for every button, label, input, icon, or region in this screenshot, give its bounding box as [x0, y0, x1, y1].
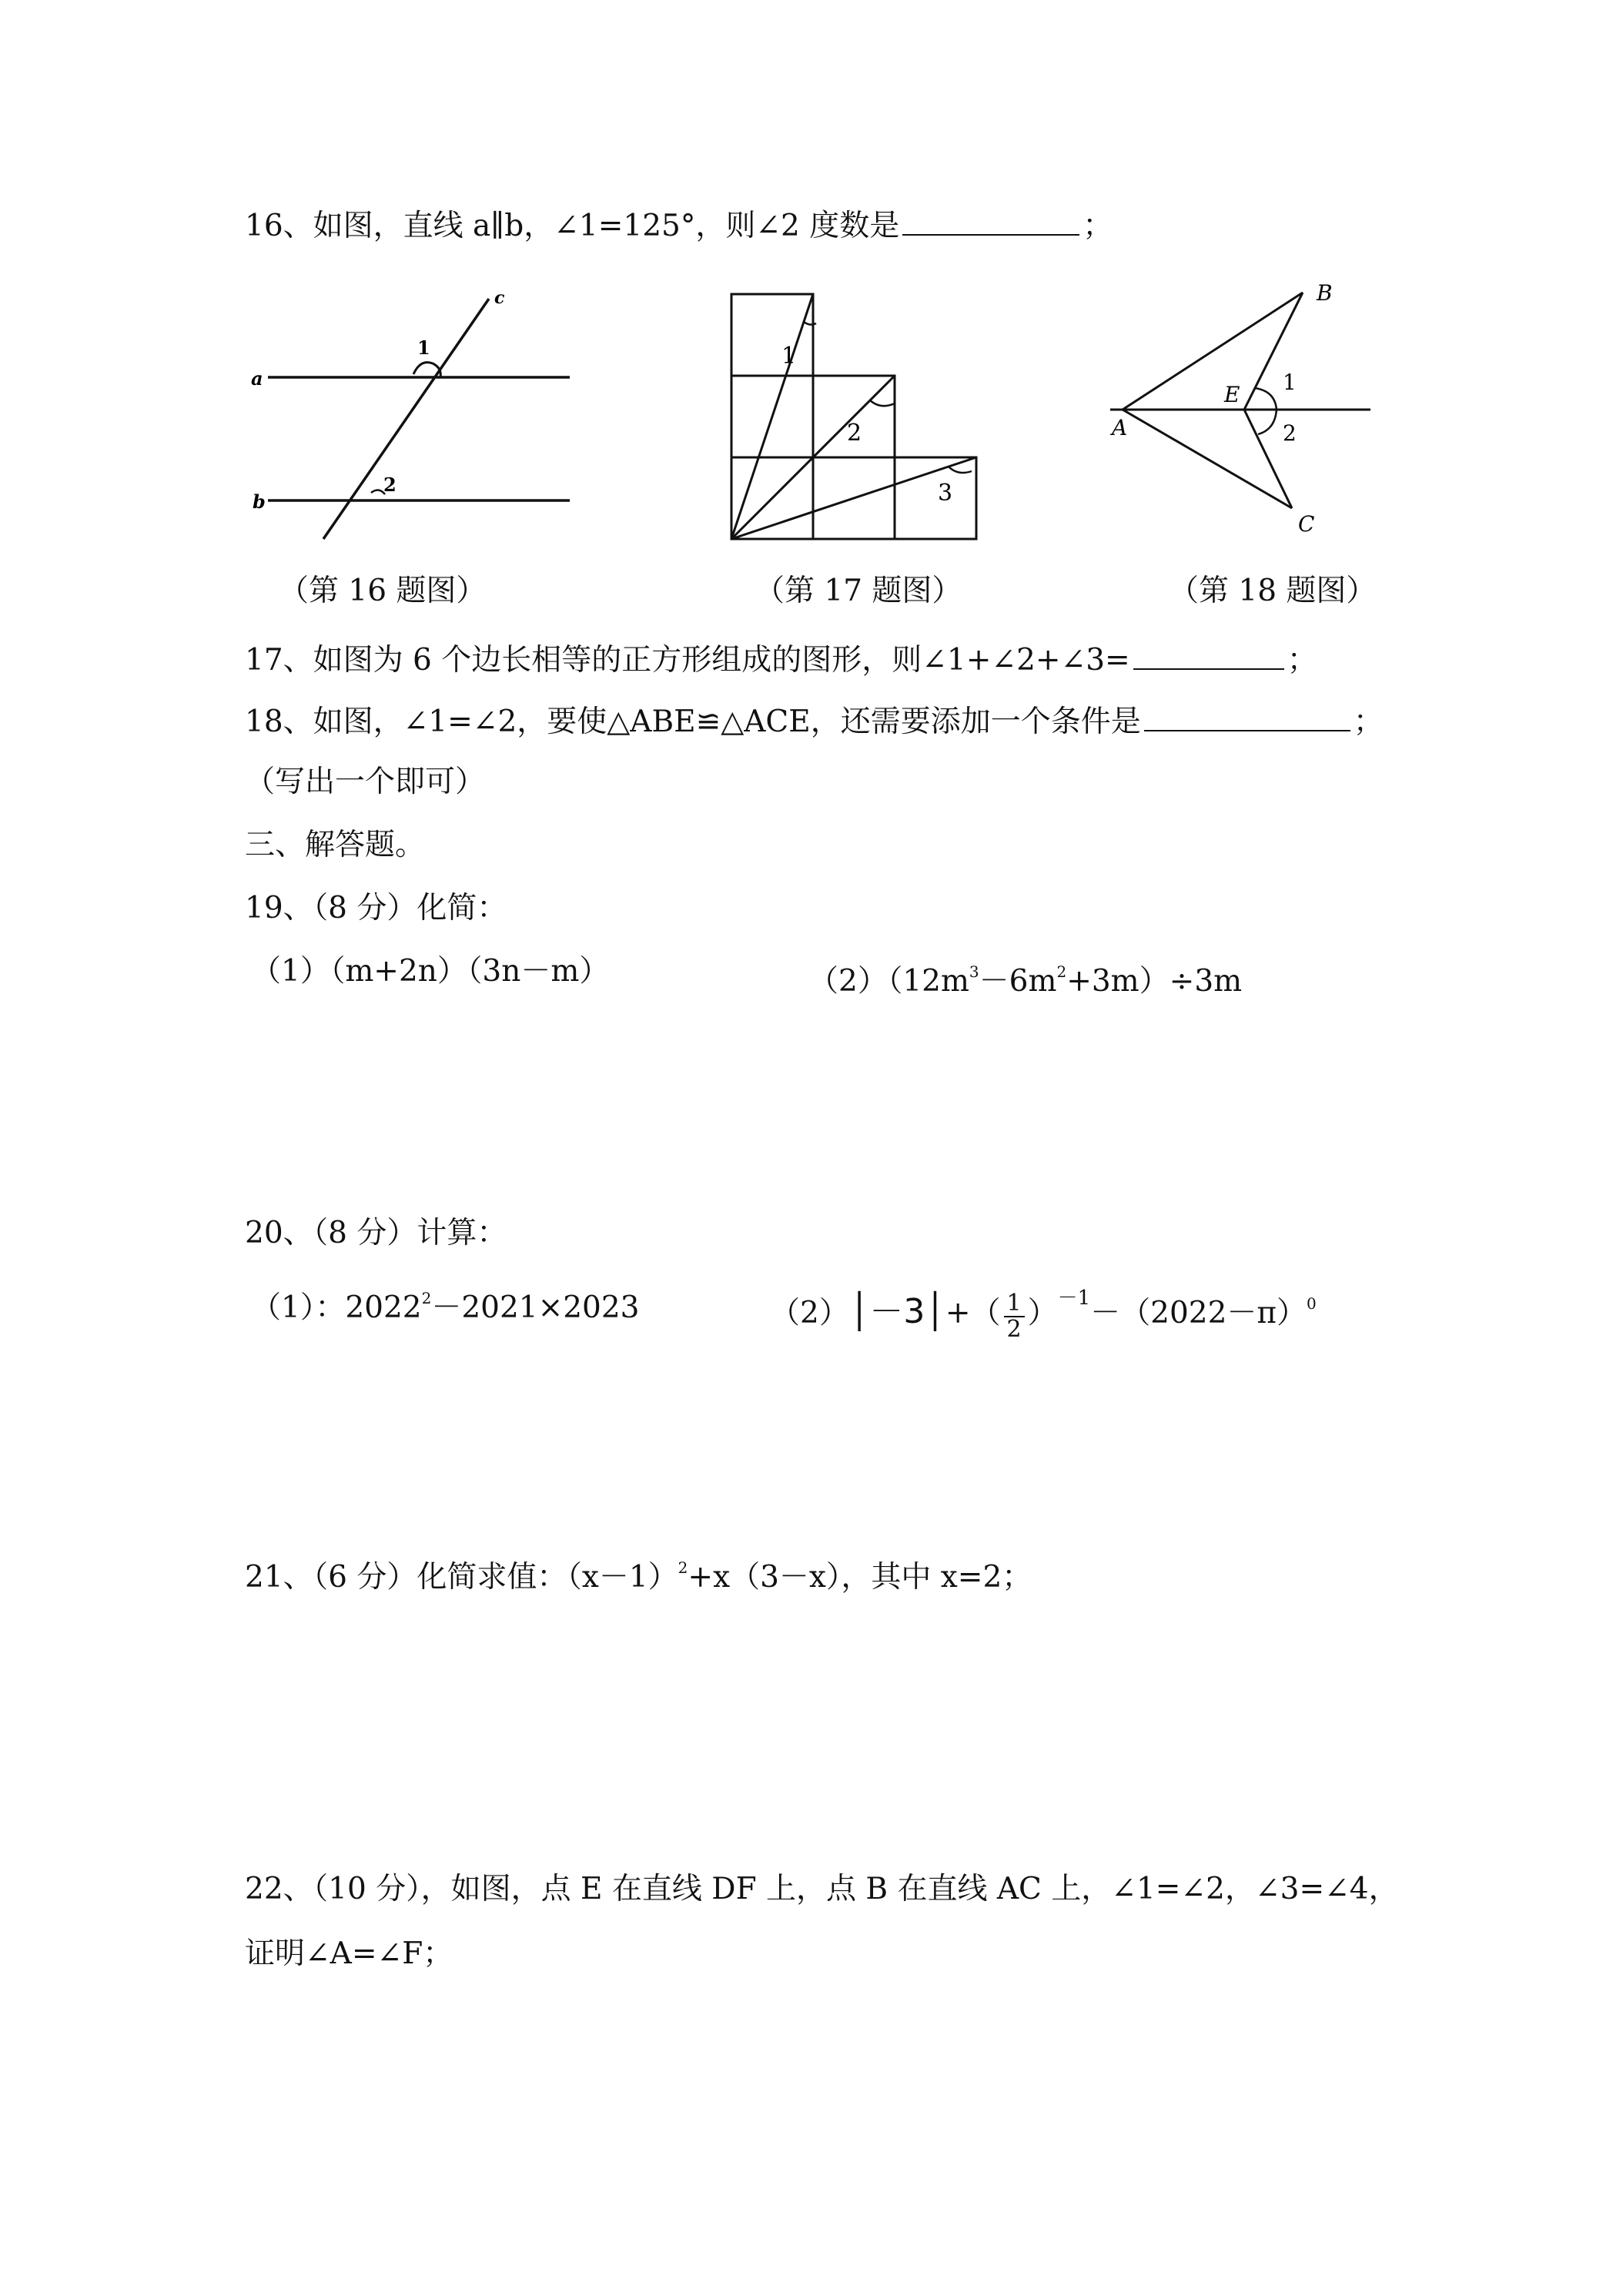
figure-16	[246, 285, 585, 547]
q17-answer-blank[interactable]	[1133, 641, 1284, 670]
abs-value-expr: │－3│	[848, 1292, 945, 1331]
caption-18: （第 18 题图）	[1169, 574, 1377, 608]
q19-part2: $(2)(12m^3-6m^2+3m)\div 3m$	[808, 962, 1243, 999]
figure-18	[1101, 277, 1378, 539]
q20-part2: （2）│－3│+（ $\frac{1}{2}$ ）$^{-1}-(2022-\pi)^0$	[770, 1287, 1317, 1343]
fig17-angle3-label: 3	[938, 480, 953, 507]
fig16-label-a: a	[251, 367, 263, 390]
q21-text: 21、（6 分）化简求值：$(x-1)^2+x(3-x)$，其中 x=2；	[245, 1558, 1032, 1595]
q22-line1: 22、（10 分），如图，点 E 在直线 DF 上，点 B 在直线 AC 上，∠1=∠2，∠3=∠4，	[245, 1872, 1399, 1906]
fig16-angle2-label: 2	[383, 474, 397, 496]
fraction-one-half: $\frac{1}{2}$	[1004, 1291, 1025, 1342]
q18-note: （写出一个即可）	[245, 765, 486, 799]
q20-part1: （1）：$2022^2-2021\times 2023$	[251, 1289, 640, 1325]
q22-line2: 证明∠A=∠F；	[245, 1936, 453, 1971]
q18-text: 18、如图，∠1=∠2，要使△ABE≌△ACE，还需要添加一个条件是 ；	[245, 702, 1384, 739]
q16-text: 16、如图，直线 a∥b，∠1=125°，则∠2 度数是 ；	[245, 206, 1113, 243]
fig18-angle1-label: 1	[1283, 370, 1297, 395]
section-3-heading: 三、解答题。	[245, 828, 426, 862]
figure-17	[724, 286, 986, 548]
fig18-label-C: C	[1298, 511, 1315, 537]
fig17-angle1-label: 1	[781, 343, 797, 370]
q17-text: 17、如图为 6 个边长相等的正方形组成的图形，则∠1+∠2+∠3= ；	[245, 641, 1317, 678]
fig18-label-B: B	[1317, 280, 1333, 306]
fig18-angle2-label: 2	[1283, 420, 1297, 446]
fig18-label-E: E	[1224, 382, 1240, 407]
fig18-label-A: A	[1112, 415, 1128, 440]
q18-answer-blank[interactable]	[1144, 702, 1350, 731]
fig17-angle2-label: 2	[847, 420, 862, 447]
fig16-angle1-label: 1	[417, 336, 430, 359]
caption-17: （第 17 题图）	[755, 574, 962, 608]
fig16-label-b: b	[253, 490, 266, 513]
fig16-label-c: c	[494, 288, 505, 308]
caption-16: （第 16 题图）	[279, 574, 487, 608]
q19-part1: （1）（m+2n）（3n－m）	[251, 954, 610, 989]
q20-title: 20、（8 分）计算：	[245, 1216, 507, 1250]
q19-title: 19、（8 分）化简：	[245, 891, 507, 925]
q16-answer-blank[interactable]	[902, 206, 1079, 236]
